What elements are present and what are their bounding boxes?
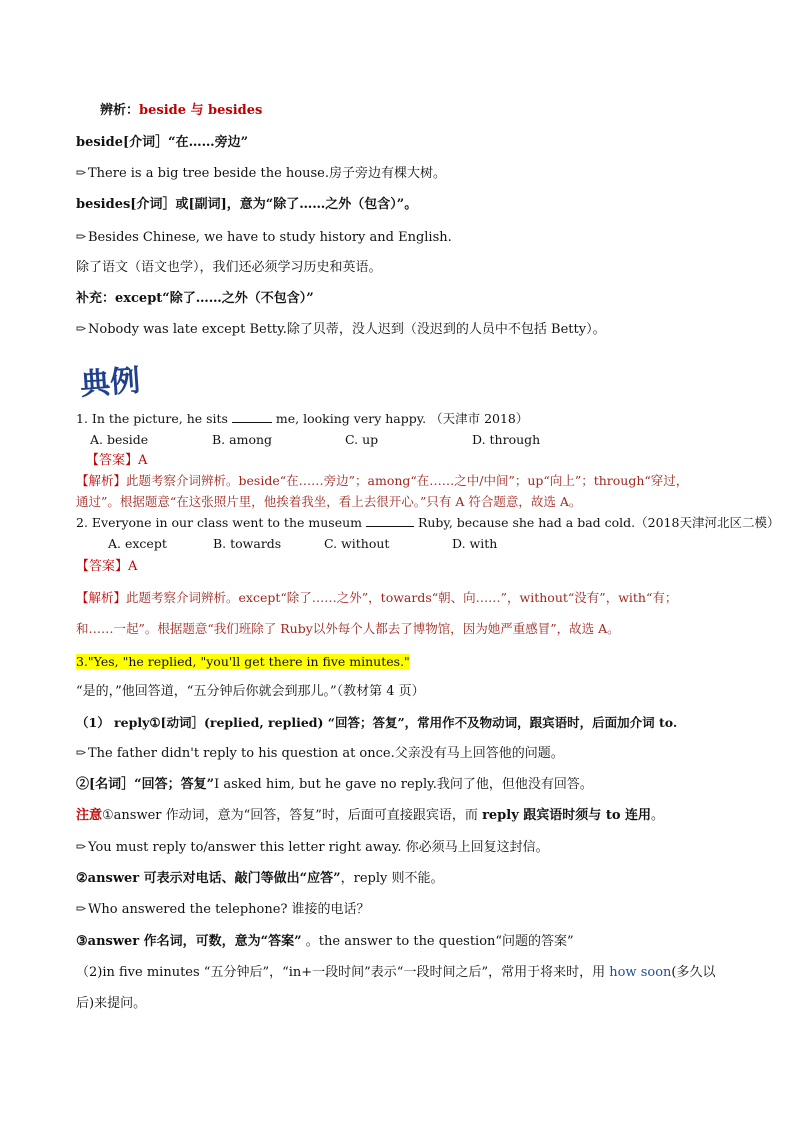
note-example: You must reply to/answer this letter right away. 你必须马上回复这封信。 bbox=[76, 840, 549, 856]
reply-verb-example: The father didn't reply to his question at once.父亲没有马上回答他的问题。 bbox=[76, 746, 564, 762]
reply-noun-line: ②[名词］“回答；答复”I asked him, but he gave no reply.我问了他，但他没有回答。 bbox=[76, 777, 593, 792]
question-1-option-b: B. among bbox=[212, 432, 273, 447]
answer-blank bbox=[366, 515, 414, 527]
question-2-stem: 2. Everyone in our class went to the museum Ruby, because she had a bad cold.（2018天津河北区二模） bbox=[76, 515, 780, 530]
question-2-answer: 【答案】A bbox=[76, 559, 138, 574]
besides-definition: besides[介词］或[副词]，意为“除了……之外（包含）”。 bbox=[76, 197, 418, 212]
pointing-hand-icon bbox=[76, 904, 86, 913]
question-1-stem: 1. In the picture, he sits me, looking very happy. （天津市 2018） bbox=[76, 411, 529, 426]
section-3-translation: “是的，”他回答道，“五分钟后你就会到那儿。”（教材第 4 页） bbox=[76, 684, 425, 699]
section-heading: 辨析：beside 与 besides bbox=[100, 103, 263, 118]
answer-noun-line: ③answer 作名词，可数，意为“答案” 。the answer to the question“问题的答案” bbox=[76, 934, 574, 949]
pointing-hand-icon bbox=[76, 168, 86, 177]
pointing-hand-icon bbox=[76, 842, 86, 851]
question-1-analysis-cont: 通过”。根据题意“在这张照片里，他挨着我坐，看上去很开心。”只有 A 符合题意，故选 A。 bbox=[76, 494, 582, 509]
answer-usage-example: Who answered the telephone? 谁接的电话？ bbox=[76, 902, 370, 918]
in-five-minutes-line: （2)in five minutes “五分钟后”，“in+一段时间”表示“一段时间之后”，常用于将来时，用 how soon(多久以 bbox=[76, 965, 716, 980]
question-2-option-d: D. with bbox=[452, 536, 498, 551]
question-2-analysis: 【解析】此题考察介词辨析。except“除了……之外”，towards“朝、向……”，without“没有”，with“有； bbox=[76, 590, 678, 605]
pointing-hand-icon bbox=[76, 748, 86, 757]
pointing-hand-icon bbox=[76, 324, 86, 333]
beside-example: There is a big tree beside the house.房子旁边有棵大树。 bbox=[76, 166, 446, 182]
section-3-title: 3."Yes, "he replied, "you'll get there in five minutes." bbox=[76, 654, 410, 669]
question-2-analysis-cont: 和……一起”。根据题意“我们班除了 Ruby以外每个人都去了博物馆，因为她严重感冒”，故选 A。 bbox=[76, 621, 620, 636]
pointing-hand-icon bbox=[76, 232, 86, 241]
supplement-note: 补充：except“除了……之外（不包含）” bbox=[76, 291, 314, 306]
except-example: Nobody was late except Betty.除了贝蒂，没人迟到（没迟到的人员中不包括 Betty）。 bbox=[76, 322, 606, 338]
question-1-analysis: 【解析】此题考察介词辨析。beside“在……旁边”；among“在……之中/中间”；up“向上”；through“穿过， bbox=[76, 473, 689, 488]
answer-blank bbox=[232, 411, 272, 423]
examples-logo bbox=[78, 360, 158, 400]
question-2-option-a: A. except bbox=[108, 536, 167, 551]
reply-verb-heading: （1） reply①[动词］(replied, replied) “回答；答复”，常用作不及物动词，跟宾语时，后面加介词 to. bbox=[76, 715, 678, 730]
question-2-option-b: B. towards bbox=[213, 536, 282, 551]
question-1-option-d: D. through bbox=[472, 432, 541, 447]
question-1-option-a: A. beside bbox=[90, 432, 149, 447]
besides-example-en: Besides Chinese, we have to study history and English. bbox=[76, 230, 452, 246]
question-1-option-c: C. up bbox=[345, 432, 379, 447]
beside-definition: beside[介词］“在……旁边” bbox=[76, 135, 249, 150]
answer-usage-line: ②answer 可表示对电话、敲门等做出“应答”，reply 则不能。 bbox=[76, 871, 444, 886]
question-2-option-c: C. without bbox=[324, 536, 390, 551]
svg-text:典例: 典例 bbox=[79, 363, 142, 400]
in-five-minutes-line-cont: 后)来提问。 bbox=[76, 996, 147, 1011]
question-1-answer: 【答案】A bbox=[86, 453, 148, 468]
note-line: 注意①answer 作动词，意为“回答，答复”时，后面可直接跟宾语，而 reply 跟宾语时须与 to 连用。 bbox=[76, 808, 665, 823]
besides-example-cn: 除了语文（语文也学），我们还必须学习历史和英语。 bbox=[76, 260, 382, 275]
